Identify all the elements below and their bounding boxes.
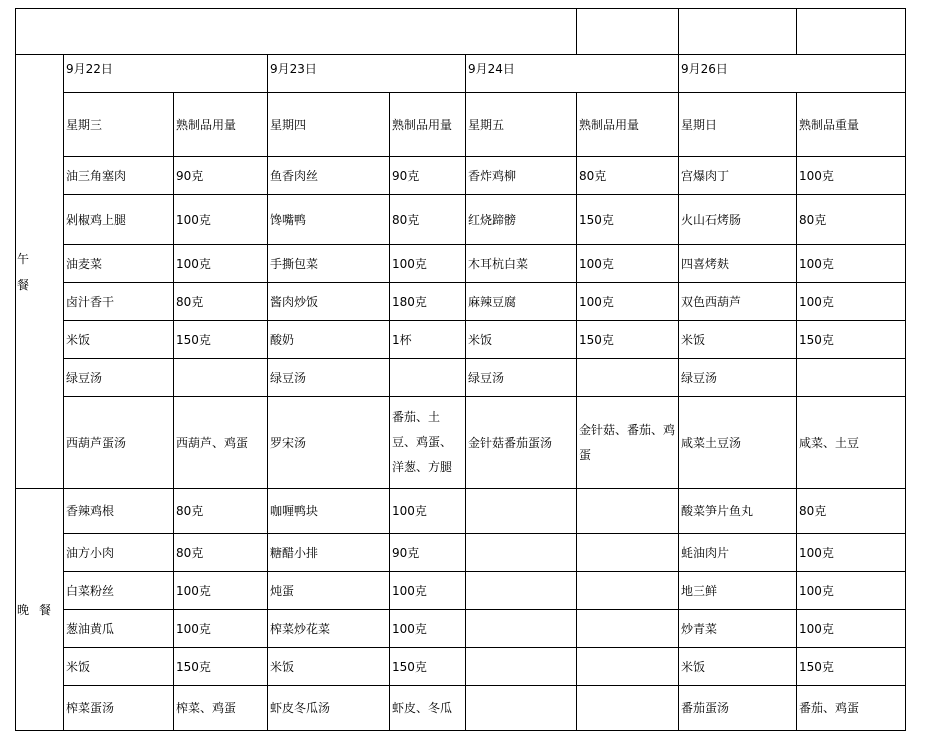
dish-cell: 红烧蹄髈 xyxy=(466,195,577,245)
amount-cell: 100克 xyxy=(797,534,906,572)
amount-cell: 100克 xyxy=(797,283,906,321)
amount-cell: 80克 xyxy=(390,195,466,245)
date-row xyxy=(16,55,906,93)
amount-cell xyxy=(390,359,466,397)
header-cell: 熟制品用量 xyxy=(577,93,679,157)
amount-cell: 150克 xyxy=(174,321,268,359)
amount-cell: 100克 xyxy=(390,489,466,534)
dish-cell: 金针菇番茄蛋汤 xyxy=(466,397,577,489)
dinner-label-cell xyxy=(16,489,64,731)
dish-cell: 地三鲜 xyxy=(679,572,797,610)
amount-cell: 100克 xyxy=(390,245,466,283)
date-cell: 9月22日 xyxy=(64,55,268,93)
amount-cell: 80克 xyxy=(797,489,906,534)
dish-cell: 米饭 xyxy=(679,648,797,686)
amount-cell xyxy=(577,648,679,686)
dish-cell: 宫爆肉丁 xyxy=(679,157,797,195)
amount-cell xyxy=(174,359,268,397)
amount-cell: 80克 xyxy=(174,534,268,572)
header-cell: 星期四 xyxy=(268,93,390,157)
dish-cell: 咸菜土豆汤 xyxy=(679,397,797,489)
dish-cell: 馋嘴鸭 xyxy=(268,195,390,245)
amount-cell: 番茄、土豆、鸡蛋、洋葱、方腿 xyxy=(390,397,466,489)
dish-cell: 剁椒鸡上腿 xyxy=(64,195,174,245)
lunch-label-char: 餐 xyxy=(17,277,30,292)
amount-cell: 100克 xyxy=(797,245,906,283)
dish-cell: 罗宋汤 xyxy=(268,397,390,489)
dish-cell: 卤汁香干 xyxy=(64,283,174,321)
lunch-row xyxy=(16,157,906,195)
dish-cell xyxy=(466,534,577,572)
dish-cell xyxy=(466,572,577,610)
lunch-row xyxy=(16,359,906,397)
amount-cell: 1杯 xyxy=(390,321,466,359)
dish-cell: 火山石烤肠 xyxy=(679,195,797,245)
dish-cell: 绿豆汤 xyxy=(268,359,390,397)
dish-cell: 西葫芦蛋汤 xyxy=(64,397,174,489)
amount-cell: 100克 xyxy=(390,572,466,610)
dish-cell xyxy=(466,648,577,686)
amount-cell: 100克 xyxy=(390,610,466,648)
dinner-label-char: 晚 xyxy=(17,602,30,617)
amount-cell: 100克 xyxy=(797,157,906,195)
amount-cell: 100克 xyxy=(797,610,906,648)
dish-cell: 油麦菜 xyxy=(64,245,174,283)
amount-cell: 80克 xyxy=(174,283,268,321)
amount-cell: 100克 xyxy=(797,572,906,610)
dish-cell: 酸菜笋片鱼丸 xyxy=(679,489,797,534)
date-cell: 9月23日 xyxy=(268,55,466,93)
dinner-row xyxy=(16,686,906,731)
amount-cell: 100克 xyxy=(174,245,268,283)
dish-cell: 米饭 xyxy=(64,321,174,359)
header-cell: 熟制品用量 xyxy=(390,93,466,157)
dish-cell: 米饭 xyxy=(268,648,390,686)
amount-cell: 90克 xyxy=(174,157,268,195)
dish-cell: 绿豆汤 xyxy=(679,359,797,397)
amount-cell xyxy=(577,610,679,648)
amount-cell: 西葫芦、鸡蛋 xyxy=(174,397,268,489)
amount-cell: 150克 xyxy=(797,648,906,686)
amount-cell: 150克 xyxy=(174,648,268,686)
dish-cell: 炖蛋 xyxy=(268,572,390,610)
dish-cell: 酱肉炒饭 xyxy=(268,283,390,321)
dish-cell: 米饭 xyxy=(466,321,577,359)
dish-cell: 香炸鸡柳 xyxy=(466,157,577,195)
dish-cell: 番茄蛋汤 xyxy=(679,686,797,731)
amount-cell: 榨菜、鸡蛋 xyxy=(174,686,268,731)
dish-cell: 白菜粉丝 xyxy=(64,572,174,610)
header-cell: 星期日 xyxy=(679,93,797,157)
dish-cell: 榨菜炒花菜 xyxy=(268,610,390,648)
dish-cell: 炒青菜 xyxy=(679,610,797,648)
amount-cell: 90克 xyxy=(390,157,466,195)
dish-cell: 油方小肉 xyxy=(64,534,174,572)
amount-cell: 90克 xyxy=(390,534,466,572)
header-cell: 熟制品用量 xyxy=(174,93,268,157)
title-cell-3 xyxy=(679,9,797,55)
dish-cell: 蚝油肉片 xyxy=(679,534,797,572)
dinner-label-char: 餐 xyxy=(39,602,52,617)
dish-cell: 葱油黄瓜 xyxy=(64,610,174,648)
amount-cell xyxy=(577,359,679,397)
dish-cell xyxy=(466,489,577,534)
amount-cell: 金针菇、番茄、鸡蛋 xyxy=(577,397,679,489)
title-cell xyxy=(16,9,577,55)
amount-cell: 虾皮、冬瓜 xyxy=(390,686,466,731)
dish-cell xyxy=(466,686,577,731)
dish-cell: 米饭 xyxy=(64,648,174,686)
dish-cell: 四喜烤麸 xyxy=(679,245,797,283)
dish-cell: 手撕包菜 xyxy=(268,245,390,283)
dinner-row xyxy=(16,610,906,648)
title-cell-4 xyxy=(797,9,906,55)
lunch-row xyxy=(16,245,906,283)
amount-cell: 100克 xyxy=(577,283,679,321)
dinner-row xyxy=(16,648,906,686)
dish-cell: 油三角塞肉 xyxy=(64,157,174,195)
amount-cell xyxy=(577,686,679,731)
dish-cell: 绿豆汤 xyxy=(466,359,577,397)
amount-cell: 100克 xyxy=(577,245,679,283)
amount-cell: 80克 xyxy=(577,157,679,195)
title-row xyxy=(16,9,906,55)
dish-cell: 榨菜蛋汤 xyxy=(64,686,174,731)
dish-cell: 酸奶 xyxy=(268,321,390,359)
amount-cell: 番茄、鸡蛋 xyxy=(797,686,906,731)
dish-cell: 木耳杭白菜 xyxy=(466,245,577,283)
amount-cell xyxy=(577,489,679,534)
amount-cell: 100克 xyxy=(174,572,268,610)
date-cell: 9月24日 xyxy=(466,55,679,93)
dish-cell: 咖喱鸭块 xyxy=(268,489,390,534)
header-cell: 熟制品重量 xyxy=(797,93,906,157)
amount-cell xyxy=(797,359,906,397)
amount-cell: 180克 xyxy=(390,283,466,321)
title-cell-2 xyxy=(577,9,679,55)
amount-cell xyxy=(577,534,679,572)
amount-cell: 100克 xyxy=(174,195,268,245)
lunch-row xyxy=(16,195,906,245)
dinner-row xyxy=(16,489,906,534)
dish-cell: 绿豆汤 xyxy=(64,359,174,397)
amount-cell: 150克 xyxy=(577,321,679,359)
dish-cell xyxy=(466,610,577,648)
lunch-row xyxy=(16,397,906,489)
lunch-label-cell xyxy=(16,55,64,489)
header-cell: 星期五 xyxy=(466,93,577,157)
lunch-row xyxy=(16,321,906,359)
amount-cell: 80克 xyxy=(797,195,906,245)
dish-cell: 米饭 xyxy=(679,321,797,359)
dinner-row xyxy=(16,572,906,610)
lunch-row xyxy=(16,283,906,321)
dish-cell: 麻辣豆腐 xyxy=(466,283,577,321)
amount-cell: 咸菜、土豆 xyxy=(797,397,906,489)
dish-cell: 鱼香肉丝 xyxy=(268,157,390,195)
lunch-label-char: 午 xyxy=(17,251,30,266)
dish-cell: 双色西葫芦 xyxy=(679,283,797,321)
dish-cell: 糖醋小排 xyxy=(268,534,390,572)
amount-cell: 150克 xyxy=(577,195,679,245)
dish-cell: 香辣鸡根 xyxy=(64,489,174,534)
amount-cell xyxy=(577,572,679,610)
amount-cell: 100克 xyxy=(174,610,268,648)
dish-cell: 虾皮冬瓜汤 xyxy=(268,686,390,731)
header-row xyxy=(16,93,906,157)
date-cell: 9月26日 xyxy=(679,55,906,93)
dinner-row xyxy=(16,534,906,572)
header-cell: 星期三 xyxy=(64,93,174,157)
amount-cell: 150克 xyxy=(390,648,466,686)
menu-table xyxy=(15,8,906,731)
amount-cell: 80克 xyxy=(174,489,268,534)
amount-cell: 150克 xyxy=(797,321,906,359)
